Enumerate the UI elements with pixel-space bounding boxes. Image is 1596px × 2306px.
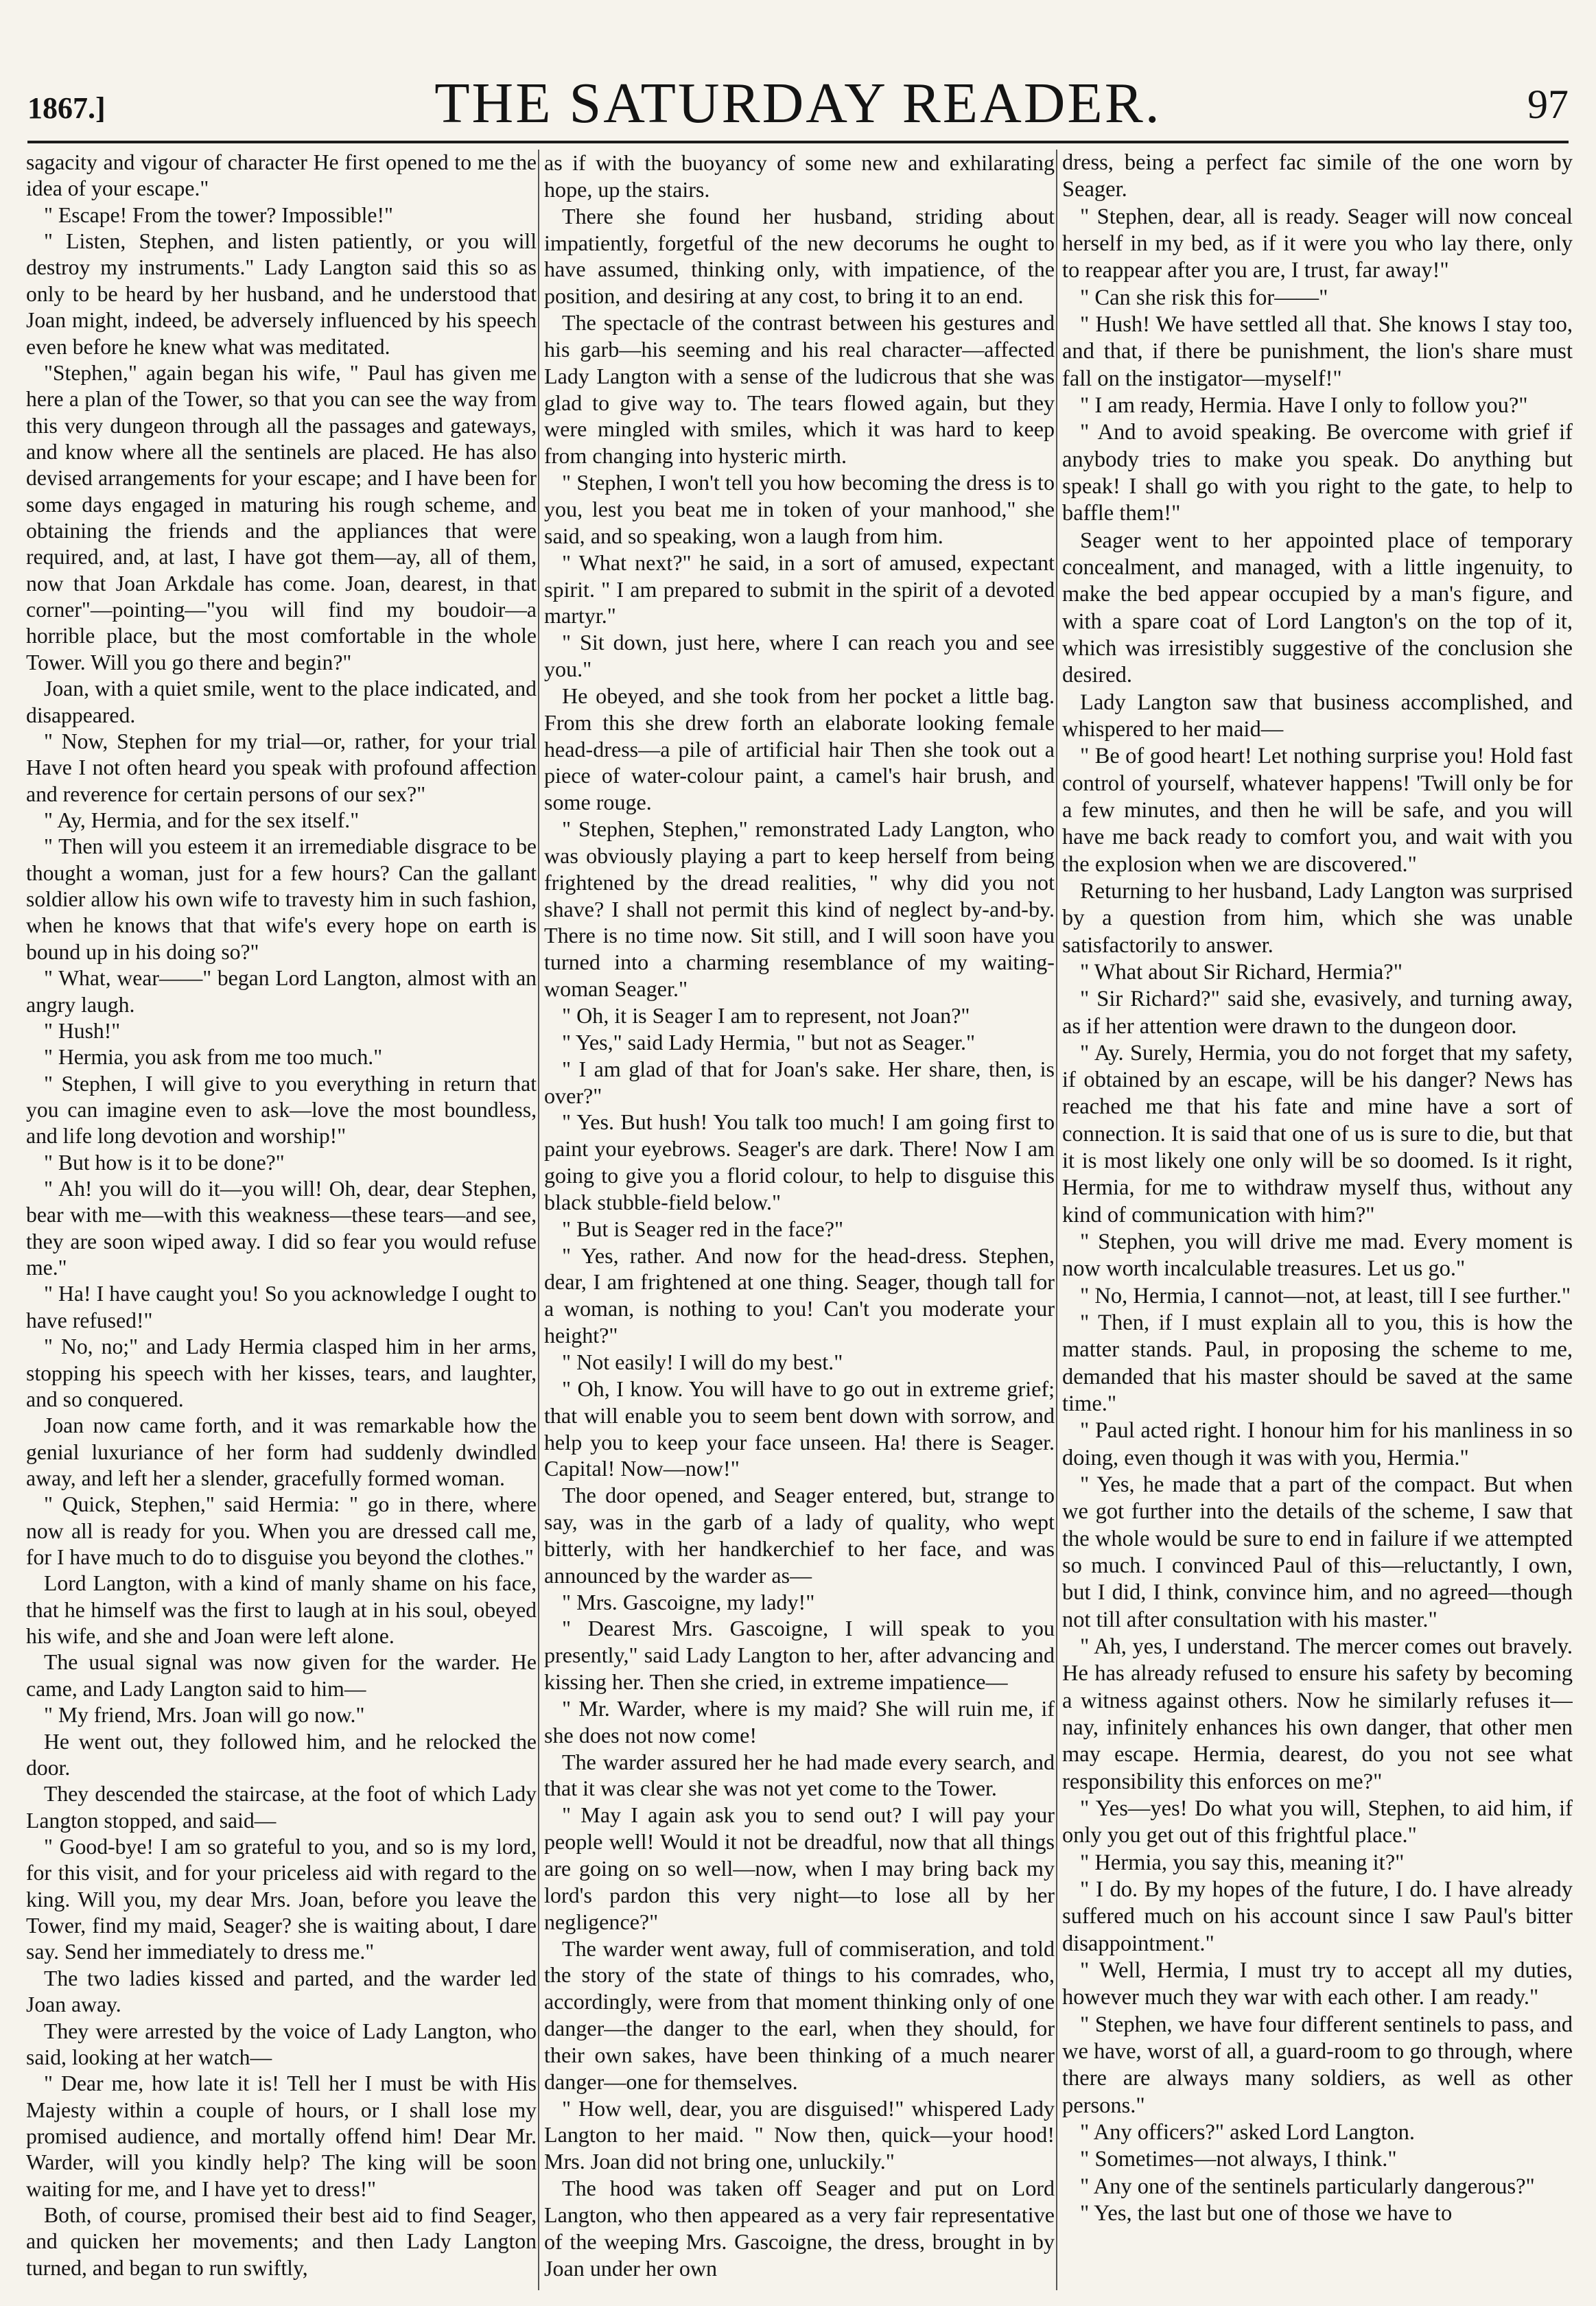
paragraph: " Dearest Mrs. Gascoigne, I will speak to you presently," said Lady Langton to her, after advancing and kissing her. Then she cried, in extreme impatience—: [544, 1616, 1055, 1695]
paragraph: Both, of course, promised their best aid to find Seager, and quicken her movements; and then Lady Langton turned, and began to run swiftly,: [26, 2203, 537, 2280]
paragraph: " Stephen, you will drive me mad. Every moment is now worth incalculable treasures. Let us go.": [1062, 1230, 1573, 1282]
column-divider-2: [1056, 150, 1057, 2290]
paragraph: " Any one of the sentinels particularly dangerous?": [1080, 2174, 1535, 2199]
paragraph: " Oh, I know. You will have to go out in extreme grief; that will enable you to seem bent down with sorrow, and help you to keep your face unseen. Ha! there is Seager. Capital! Now—now!": [544, 1376, 1055, 1481]
paragraph: " Hermia, you say this, meaning it?": [1080, 1850, 1405, 1875]
paragraph: " What, wear——" began Lord Langton, almost with an angry laugh.: [26, 966, 537, 1017]
paragraph: Returning to her husband, Lady Langton was surprised by a question from him, which she was unable satisfactorily to answer.: [1062, 878, 1573, 958]
paragraph: " Sir Richard?" said she, evasively, and turning away, as if her attention were drawn to the dungeon door.: [1062, 987, 1573, 1039]
paragraph: " Stephen, dear, all is ready. Seager will now conceal herself in my bed, as if it were you who lay there, only to reappear after you are, I trust, far away!": [1062, 204, 1573, 283]
paragraph: " Dear me, how late it is! Tell her I must be with His Majesty within a couple of hours, or I shall lose my promised audience, and mortally offend him! Dear Mr. Warder, will you kindly help? The king will be soon waiting for me, and I have yet to dress!": [26, 2071, 537, 2201]
paragraph: " My friend, Mrs. Joan will go now.": [44, 1703, 365, 1728]
paragraph: " Stephen, I will give to you everything in return that you can imagine even to ask—love the most boundless, and life long devotion and worship!": [26, 1071, 537, 1149]
paragraph: " Stephen, Stephen," remonstrated Lady Langton, who was obviously playing a part to keep herself from being frightened by the dread realities, " why did you not shave? I shall not permit this kind of neglect by-and-by. There is no time now. Sit still, and I will soon have you turned into a charming resemblance of my waiting-woman Seager.": [544, 816, 1055, 1002]
paragraph: " But is Seager red in the face?": [562, 1216, 844, 1241]
paragraph: " Mr. Warder, where is my maid? She will ruin me, if she does not now come!: [544, 1695, 1055, 1748]
paragraph: " Yes—yes! Do what you will, Stephen, to aid him, if only you get out of this frightful place.": [1062, 1796, 1573, 1848]
paragraph: They descended the staircase, at the foot of which Lady Langton stopped, and said—: [26, 1782, 537, 1833]
paragraph: sagacity and vigour of character He first opened to me the idea of your escape.": [26, 150, 537, 201]
paragraph: Joan now came forth, and it was remarkable how the genial luxuriance of her form had suddenly dwindled away, and left her a slender, gracefully formed woman.: [26, 1413, 537, 1490]
paragraph: " Quick, Stephen," said Hermia: " go in there, where now all is ready for you. When you are dressed call me, for I have much to do to disguise you beyond the clothes.": [26, 1492, 537, 1570]
issue-year: 1867.]: [27, 91, 106, 125]
paragraph: " Stephen, we have four different sentinels to pass, and we have, worst of all, a guard-room to go through, where there are always many soldiers, as well as other persons.": [1062, 2012, 1573, 2118]
paragraph: " Well, Hermia, I must try to accept all my duties, however much they war with each other. I am ready.": [1062, 1957, 1573, 2010]
paragraph: " How well, dear, you are disguised!" whispered Lady Langton to her maid. " Now then, quick—your hood! Mrs. Joan did not bring one, unluckily.": [544, 2095, 1055, 2174]
paragraph: " Now, Stephen for my trial—or, rather, for your trial Have I not often heard you speak with profound affection and reverence for certain persons of our sex?": [26, 729, 537, 806]
text-column-2: [544, 150, 1055, 2290]
paragraph: " I am glad of that for Joan's sake. Her share, then, is over?": [544, 1056, 1055, 1108]
masthead: [27, 69, 1569, 144]
paragraph: Joan, with a quiet smile, went to the place indicated, and disappeared.: [26, 676, 537, 727]
paragraph: " Any officers?" asked Lord Langton.: [1080, 2119, 1416, 2145]
paragraph: The spectacle of the contrast between his gestures and his garb—his seeming and his real character—affected Lady Langton with a sense of the ludicrous that she was glad to give way to. The tears flowed again, but they were mingled with smiles, which it was hard to keep from changing into hysteric mirth.: [544, 310, 1055, 469]
paragraph: " What about Sir Richard, Hermia?": [1080, 959, 1403, 985]
paragraph: There she found her husband, striding about impatiently, forgetful of the new decorums he ought to have assumed, thinking only, with impatience, of the position, and desiring at any cost, to bring it to an end.: [544, 203, 1055, 309]
text-column-3: [1062, 150, 1573, 2290]
paragraph: " Hermia, you ask from me too much.": [44, 1045, 383, 1070]
paragraph: " Then will you esteem it an irremediable disgrace to be thought a woman, just for a few hours? Can the gallant soldier allow his own wife to travesty him in such fashion, when he knows that that wife's every hope on earth is bound up in his doing so?": [26, 834, 537, 964]
paragraph: " Hush! We have settled all that. She knows I stay too, and that, if there be punishment, the lion's share must fall on the instigator—myself!": [1062, 311, 1573, 391]
paragraph: " Stephen, I won't tell you how becoming the dress is to you, lest you beat me in token of your manhood," she said, and so speaking, won a laugh from him.: [544, 470, 1055, 548]
paragraph: "Stephen," again began his wife, " Paul has given me here a plan of the Tower, so that you can see the way from this very dungeon through all the passages and gateways, and know where all the sentinels are placed. He has also devised arrangements for your escape; and I have been for some days engaged in maturing his rough scheme, and obtaining the friends and the appliances that were required, and, at last, I have got them—ay, all of them, now that Joan Arkdale has come. Joan, dearest, in that corner"—pointing—"you will find my boudoir—a horrible place, but the most comfortable in the whole Tower. Will you go there and begin?": [26, 360, 537, 674]
paragraph: " Ay, Hermia, and for the sex itself.": [44, 808, 360, 832]
paragraph: The two ladies kissed and parted, and the warder led Joan away.: [26, 1966, 537, 2017]
paragraph: " I am ready, Hermia. Have I only to follow you?": [1080, 392, 1528, 418]
paragraph: " Not easily! I will do my best.": [562, 1349, 843, 1374]
publication-title: THE SATURDAY READER.: [434, 71, 1162, 135]
paragraph: " Yes, he made that a part of the compact. But when we got further into the details of the scheme, I saw that the whole would be sure to end in failure if we attempted so much. I convinced Paul of this—reluctantly, I own, but I did, I think, convince him, and no agreed—though not till after consultation with his master.": [1062, 1472, 1573, 1632]
paragraph: The door opened, and Seager entered, but, strange to say, was in the garb of a lady of quality, who wept bitterly, with her handkerchief to her face, and was announced by the warder as—: [544, 1483, 1055, 1588]
paragraph: " Sometimes—not always, I think.": [1080, 2147, 1397, 2172]
paragraph: Lady Langton saw that business accomplished, and whispered to her maid—: [1062, 690, 1573, 742]
paragraph: " Yes, rather. And now for the head-dress. Stephen, dear, I am frightened at one thing. Seager, though tall for a woman, is nothing to you! Can't you moderate your height?": [544, 1243, 1055, 1348]
paragraph: " Listen, Stephen, and listen patiently, or you will destroy my instruments." Lady Langton said this so as only to be heard by her husband, and he understood that Joan might, indeed, be adversely influenced by his speech even before he knew what was meditated.: [26, 229, 537, 359]
paragraph: He obeyed, and she took from her pocket a little bag. From this she drew forth an elaborate looking female head-dress—a pile of artificial hair Then she took out a piece of water-colour paint, a camel's hair brush, and some rouge.: [544, 683, 1055, 815]
paragraph: " Mrs. Gascoigne, my lady!": [562, 1589, 815, 1614]
paragraph: " Be of good heart! Let nothing surprise you! Hold fast control of yourself, whatever happens! 'Twill only be for a few minutes, and then he will be safe, and you will have me back ready to comfort you, and wait with you the explosion when we are discovered.": [1062, 744, 1573, 877]
paragraph: " I do. By my hopes of the future, I do. I have already suffered much on his account since I saw Paul's bitter disappointment.": [1062, 1877, 1573, 1956]
paragraph: " Then, if I must explain all to you, this is how the matter stands. Paul, in proposing the scheme to me, demanded that his master should be saved at the same time.": [1062, 1310, 1573, 1417]
paragraph: " Hush!": [44, 1018, 121, 1043]
paragraph: " Yes, the last but one of those we have to: [1080, 2200, 1453, 2226]
paragraph: as if with the buoyancy of some new and exhilarating hope, up the stairs.: [544, 150, 1055, 202]
paragraph: Lord Langton, with a kind of manly shame on his face, that he himself was the first to laugh at in his soul, obeyed his wife, and she and Joan were left alone.: [26, 1571, 537, 1649]
paragraph: " Escape! From the tower? Impossible!": [44, 202, 393, 227]
paragraph: " No, Hermia, I cannot—not, at least, till I see further.": [1080, 1283, 1571, 1308]
paragraph: dress, being a perfect fac simile of the one worn by Seager.: [1062, 150, 1573, 202]
column-divider-1: [538, 150, 539, 2290]
paragraph: " And to avoid speaking. Be overcome with grief if anybody tries to make you speak. Do anything but speak! I shall go with you right to the gate, to help to baffle them!": [1062, 420, 1573, 526]
paragraph: " May I again ask you to send out? I will pay your people well! Would it not be dreadful, now that all things are going on so well—now, when I may bring back my lord's pardon this very night—to lose all by her negligence?": [544, 1802, 1055, 1934]
paragraph: " Oh, it is Seager I am to represent, not Joan?": [562, 1003, 970, 1028]
text-column-1: [26, 150, 537, 2290]
paragraph: " Yes," said Lady Hermia, " but not as Seager.": [562, 1029, 976, 1055]
paragraph: He went out, they followed him, and he relocked the door.: [26, 1729, 537, 1780]
header-rule: [27, 141, 1569, 143]
paragraph: " Ah, yes, I understand. The mercer comes out bravely. He has already refused to ensure his safety by becoming a witness against others. Now he similarly refuses it—nay, infinitely enhances his own danger, that other men may escape. Hermia, dearest, do you not see what responsibility this enforces on me?": [1062, 1634, 1573, 1794]
page-number: 97: [1527, 82, 1569, 127]
paragraph: " Yes. But hush! You talk too much! I am going first to paint your eyebrows. Seager's are dark. There! Now I am going to give you a florid colour, to help to disguise this black stubble-field below.": [544, 1109, 1055, 1214]
paragraph: " Paul acted right. I honour him for his manliness in so doing, even though it was with you, Hermia.": [1062, 1418, 1573, 1470]
paragraph: The hood was taken off Seager and put on Lord Langton, who then appeared as a very fair representative of the weeping Mrs. Gascoigne, the dress, brought in by Joan under her own: [544, 2176, 1055, 2281]
paragraph: Seager went to her appointed place of temporary concealment, and managed, with a little ingenuity, to make the bed appear occupied by a man's figure, and with a spare coat of Lord Langton's on the top of it, which was irresistibly suggestive of the conclusion she desired.: [1062, 528, 1573, 688]
paragraph: " But how is it to be done?": [44, 1150, 285, 1175]
paragraph: They were arrested by the voice of Lady Langton, who said, looking at her watch—: [26, 2019, 537, 2069]
paragraph: " Ah! you will do it—you will! Oh, dear, dear Stephen, bear with me—with this weakness—these tears—and see, they are soon wiped away. I did so fear you would refuse me.": [26, 1177, 537, 1280]
paragraph: " Ay. Surely, Hermia, you do not forget that my safety, if obtained by an escape, will be his danger? News has reached me that his fate and mine have a sort of connection. It is said that one of us is sure to die, but that it is most likely one only will be so doomed. Is it right, Hermia, for me to withdraw myself thus, without any kind of communication with him?": [1062, 1040, 1573, 1227]
paragraph: " What next?" he said, in a sort of amused, expectant spirit. " I am prepared to submit in the spirit of a devoted martyr.": [544, 550, 1055, 628]
paragraph: The warder assured her he had made every search, and that it was clear she was not yet come to the Tower.: [544, 1749, 1055, 1801]
paragraph: " Sit down, just here, where I can reach you and see you.": [544, 630, 1055, 682]
paragraph: The usual signal was now given for the warder. He came, and Lady Langton said to him—: [26, 1650, 537, 1701]
paragraph: " Ha! I have caught you! So you acknowledge I ought to have refused!": [26, 1282, 537, 1332]
paragraph: " Good-bye! I am so grateful to you, and so is my lord, for this visit, and for your priceless aid with regard to the king. Will you, my dear Mrs. Joan, before you leave the Tower, find my maid, Seager? she is waiting about, I dare say. Send her immediately to dress me.": [26, 1835, 537, 1964]
paragraph: The warder went away, full of commiseration, and told the story of the state of things to his comrades, who, accordingly, were from that moment thinking only of one danger—the danger to the earl, when they should, for their own sakes, have been thinking of a much nearer danger—one for themselves.: [544, 1936, 1055, 2094]
paragraph: " Can she risk this for——": [1080, 285, 1328, 310]
paragraph: " No, no;" and Lady Hermia clasped him in her arms, stopping his speech with her kisses, tears, and laughter, and so conquered.: [26, 1334, 537, 1411]
